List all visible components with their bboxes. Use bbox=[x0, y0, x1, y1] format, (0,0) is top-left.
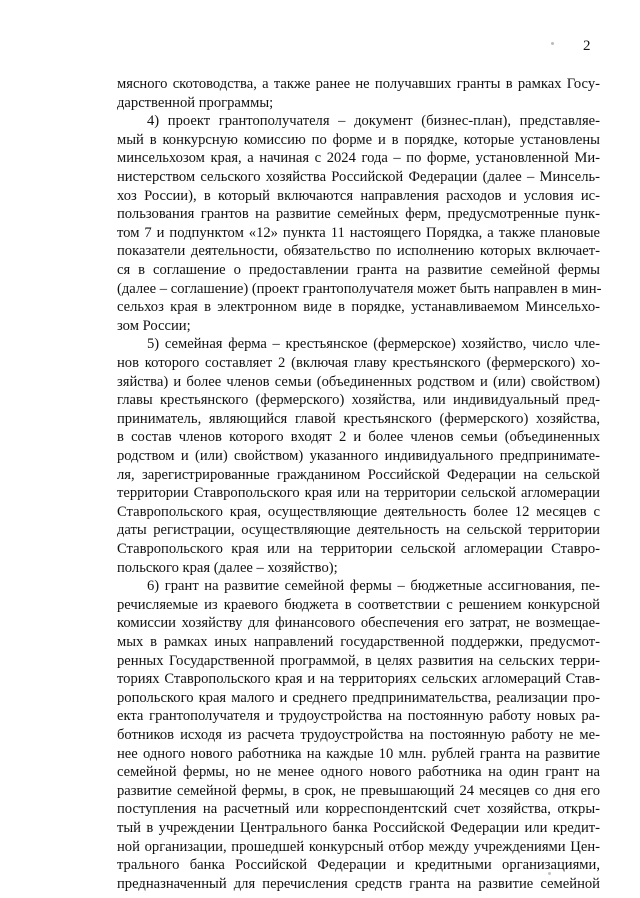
page-number: 2 bbox=[583, 38, 591, 54]
text-line: в состав членов которого входят 2 и более членов семьи (объединенных bbox=[117, 429, 600, 446]
scan-speck bbox=[551, 42, 554, 45]
text-line: нистерством сельского хозяйства Российской Федерации (далее – Минсель- bbox=[117, 169, 600, 185]
text-line: мый в конкурсную комиссию по форме и в порядке, которые установлены bbox=[117, 131, 600, 148]
text-line: территории Ставропольского края или на территории сельской агломерации bbox=[117, 485, 600, 502]
text-line: 4) проект грантополучателя – документ (бизнес-план), представляе- bbox=[147, 113, 600, 130]
text-line: зяйства) и более членов семьи (объединенных родством и (или) свойством) bbox=[117, 373, 600, 390]
text-line: минсельхозом края, а начиная с 2024 года – по форме, установленной Ми- bbox=[117, 150, 600, 167]
text-line: ториях Ставропольского края и на территориях сельских агломераций Став- bbox=[117, 671, 600, 688]
text-line: Ставропольского края, осуществляющие деятельность более 12 месяцев с bbox=[117, 503, 600, 520]
text-line: польского края (далее – хозяйство); bbox=[117, 559, 338, 576]
text-line: 6) грант на развитие семейной фермы – бюджетные ассигнования, пе- bbox=[147, 578, 600, 595]
text-line: развитие семейной фермы, в срок, не превышающий 24 месяцев со дня его bbox=[117, 782, 600, 799]
text-line: приниматель, являющийся главой крестьянского (фермерского) хозяйства, bbox=[117, 410, 600, 427]
text-line: семейной фермы, но не менее одного нового работника на один грант на bbox=[117, 764, 600, 781]
text-line: 5) семейная ферма – крестьянское (фермерское) хозяйство, число чле- bbox=[147, 336, 600, 353]
text-line: ной организации, прошедшей конкурсный отбор между учреждениями Цен- bbox=[117, 838, 600, 855]
text-line: ботников исходя из расчета трудоустройства на постоянную работу не ме- bbox=[117, 727, 600, 743]
text-line: Ставропольского края или на территории сельской агломерации Ставро- bbox=[117, 541, 600, 557]
text-line: речисляемые из краевого бюджета в соответствии с решением конкурсной bbox=[117, 596, 600, 613]
text-line: мясного скотоводства, а также ранее не получавших гранты в рамках Госу- bbox=[117, 76, 600, 92]
text-line: комиссии хозяйству для финансового обеспечения его затрат, не возмещае- bbox=[117, 615, 600, 632]
text-line: том 7 и подпунктом «12» пункта 11 настоящего Порядка, а также плановые bbox=[117, 224, 600, 241]
text-line: мых в рамках иных направлений государственной поддержки, предусмот- bbox=[117, 634, 600, 650]
text-line: нов которого составляет 2 (включая главу крестьянского (фермерского) хо- bbox=[117, 355, 600, 371]
text-line: трального банка Российской Федерации и кредитными организациями, bbox=[117, 857, 600, 874]
text-line: даты регистрации, осуществляющие деятельность на сельской территории bbox=[117, 522, 600, 539]
text-line: ля, зарегистрированные гражданином Российской Федерации на сельской bbox=[117, 466, 600, 483]
text-line: зом России; bbox=[117, 317, 191, 334]
text-line: родством и (или) свойством) указанного индивидуального предпринимате- bbox=[117, 448, 600, 464]
text-line: главы крестьянского (фермерского) хозяйства, или индивидуальный пред- bbox=[117, 392, 600, 409]
text-line: ренных Государственной программой, в целях развития на сельских терри- bbox=[117, 652, 600, 669]
text-line: хоз России), в который включаются направления расходов и условия ис- bbox=[117, 187, 600, 204]
text-line: дарственной программы; bbox=[117, 94, 274, 111]
text-line: ся в соглашение о предоставлении гранта на развитие семейной фермы bbox=[117, 262, 600, 278]
text-line: поступления на расчетный или корреспондентский счет хозяйства, откры- bbox=[117, 801, 600, 818]
text-line: сельхоз края в электронном виде в порядке, устанавливаемом Минсельхо- bbox=[117, 299, 600, 316]
text-line: предназначенный для перечисления средств гранта на развитие семейной bbox=[117, 875, 600, 892]
text-line: показатели деятельности, обязательство по исполнению которых включает- bbox=[117, 243, 600, 260]
text-line: нее одного нового работника на каждые 10 млн. рублей гранта на развитие bbox=[117, 745, 600, 762]
text-line: ропольского края малого и среднего предпринимательства, реализации про- bbox=[117, 689, 600, 706]
text-line: пользования грантов на развитие семейных ферм, предусмотренные пунк- bbox=[117, 206, 600, 223]
text-line: тый в учреждении Центрального банка Российской Федерации или кредит- bbox=[117, 820, 600, 836]
text-line: екта грантополучателя и трудоустройства на постоянную работу новых ра- bbox=[117, 708, 600, 725]
text-line: (далее – соглашение) (проект грантополучателя может быть направлен в мин- bbox=[117, 280, 602, 297]
